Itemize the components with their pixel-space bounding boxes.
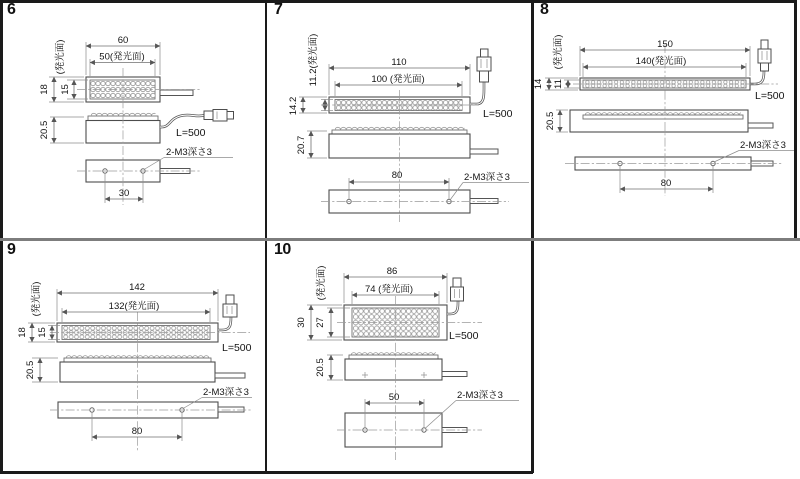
dim-hole-pitch: 30 (118, 188, 130, 199)
dim-overall-height: 18 (39, 84, 50, 95)
cable-stub (470, 199, 498, 204)
divider-vertical-2 (531, 0, 534, 473)
dimensions (288, 34, 529, 200)
cable-stub (442, 372, 467, 377)
label-emit-face: (発光面) (553, 34, 564, 70)
cable-stub (748, 123, 773, 128)
side-view (329, 126, 498, 158)
led-domes (351, 352, 436, 356)
tap-note: 2-M3深さ3 (457, 390, 503, 401)
cable-length-label: L=500 (222, 342, 252, 354)
cable-stub (218, 407, 244, 412)
dim-hole-pitch: 50 (388, 392, 400, 403)
panel-number: 10 (274, 241, 291, 258)
panel-number: 8 (540, 1, 549, 18)
dim-hole-pitch: 80 (131, 426, 143, 437)
dim-overall-width: 110 (391, 57, 407, 68)
dim-emit-height: 11.2(発光面) (308, 33, 319, 87)
label-emit-face: (発光面) (31, 281, 42, 317)
dim-side-height: 20.5 (39, 120, 50, 140)
dim-overall-width: 142 (129, 282, 145, 293)
dim-emit-height: 11 (553, 79, 564, 89)
tap-note: 2-M3深さ3 (203, 387, 249, 398)
dim-side-height: 20.7 (296, 135, 307, 155)
cable-length-label: L=500 (449, 330, 479, 342)
dim-overall-height: 14 (533, 78, 544, 90)
panel-7 (267, 0, 533, 240)
dim-side-height: 20.5 (25, 360, 36, 380)
dim-overall-height: 18 (17, 327, 28, 338)
panel-8 (533, 0, 800, 240)
cable-stub (215, 373, 245, 378)
drawing-panel-6 (0, 0, 267, 240)
dim-hole-pitch: 80 (391, 170, 403, 181)
label-emit-face: (発光面) (55, 39, 66, 75)
border-left (0, 0, 3, 473)
dimensions (296, 266, 519, 429)
dim-emit-width: 50(発光面) (99, 51, 145, 63)
drawing-panel-7 (267, 0, 533, 240)
side-view (345, 352, 467, 381)
dim-overall-width: 60 (117, 35, 129, 46)
dim-overall-width: 150 (657, 39, 673, 50)
divider-horizontal-gray (0, 238, 800, 241)
dim-side-height: 20.5 (315, 358, 326, 377)
dim-emit-width: 74 (発光面) (364, 284, 414, 295)
dim-emit-width: 100 (発光面) (371, 74, 425, 85)
dim-emit-width: 132(発光面) (108, 301, 160, 312)
dim-emit-height: 15 (60, 84, 71, 95)
connector (223, 295, 237, 317)
connector (451, 278, 464, 301)
panel-10 (267, 240, 533, 473)
panel-9 (0, 240, 267, 473)
connector (758, 40, 771, 71)
dim-overall-height: 30 (296, 317, 307, 328)
drawing-panel-8 (533, 0, 800, 240)
panel-number: 6 (7, 1, 16, 18)
cable-stub (470, 149, 498, 154)
dim-side-height: 20.5 (545, 111, 556, 131)
dim-overall-height: 14.2 (288, 96, 299, 116)
panel-number: 9 (7, 241, 16, 258)
cable-length-label: L=500 (176, 127, 206, 139)
dim-hole-pitch: 80 (660, 178, 672, 189)
cable-length-label: L=500 (755, 90, 785, 102)
drawing-panel-10 (267, 240, 533, 473)
side-view (60, 355, 245, 383)
dim-emit-height: 27 (315, 317, 326, 328)
label-emit-face: (発光面) (316, 265, 327, 301)
cable-stub (160, 90, 193, 96)
dim-emit-width: 140(発光面) (635, 56, 687, 67)
border-bottom (0, 471, 533, 474)
tap-note: 2-M3深さ3 (166, 147, 212, 158)
divider-vertical-1 (265, 0, 267, 473)
tap-note: 2-M3深さ3 (740, 140, 786, 151)
led-domes (585, 112, 741, 116)
side-view (570, 110, 773, 132)
drawing-panel-9 (0, 240, 267, 473)
panel-number: 7 (274, 1, 283, 18)
dim-overall-width: 86 (386, 266, 398, 277)
border-right (794, 0, 797, 240)
cable-length-label: L=500 (483, 108, 513, 120)
border-top (0, 0, 797, 3)
side-view (86, 110, 234, 144)
tap-note: 2-M3深さ3 (464, 172, 510, 183)
dim-emit-height: 15 (37, 327, 48, 338)
connector (204, 110, 234, 122)
panel-6 (0, 0, 267, 240)
connector (477, 49, 491, 82)
